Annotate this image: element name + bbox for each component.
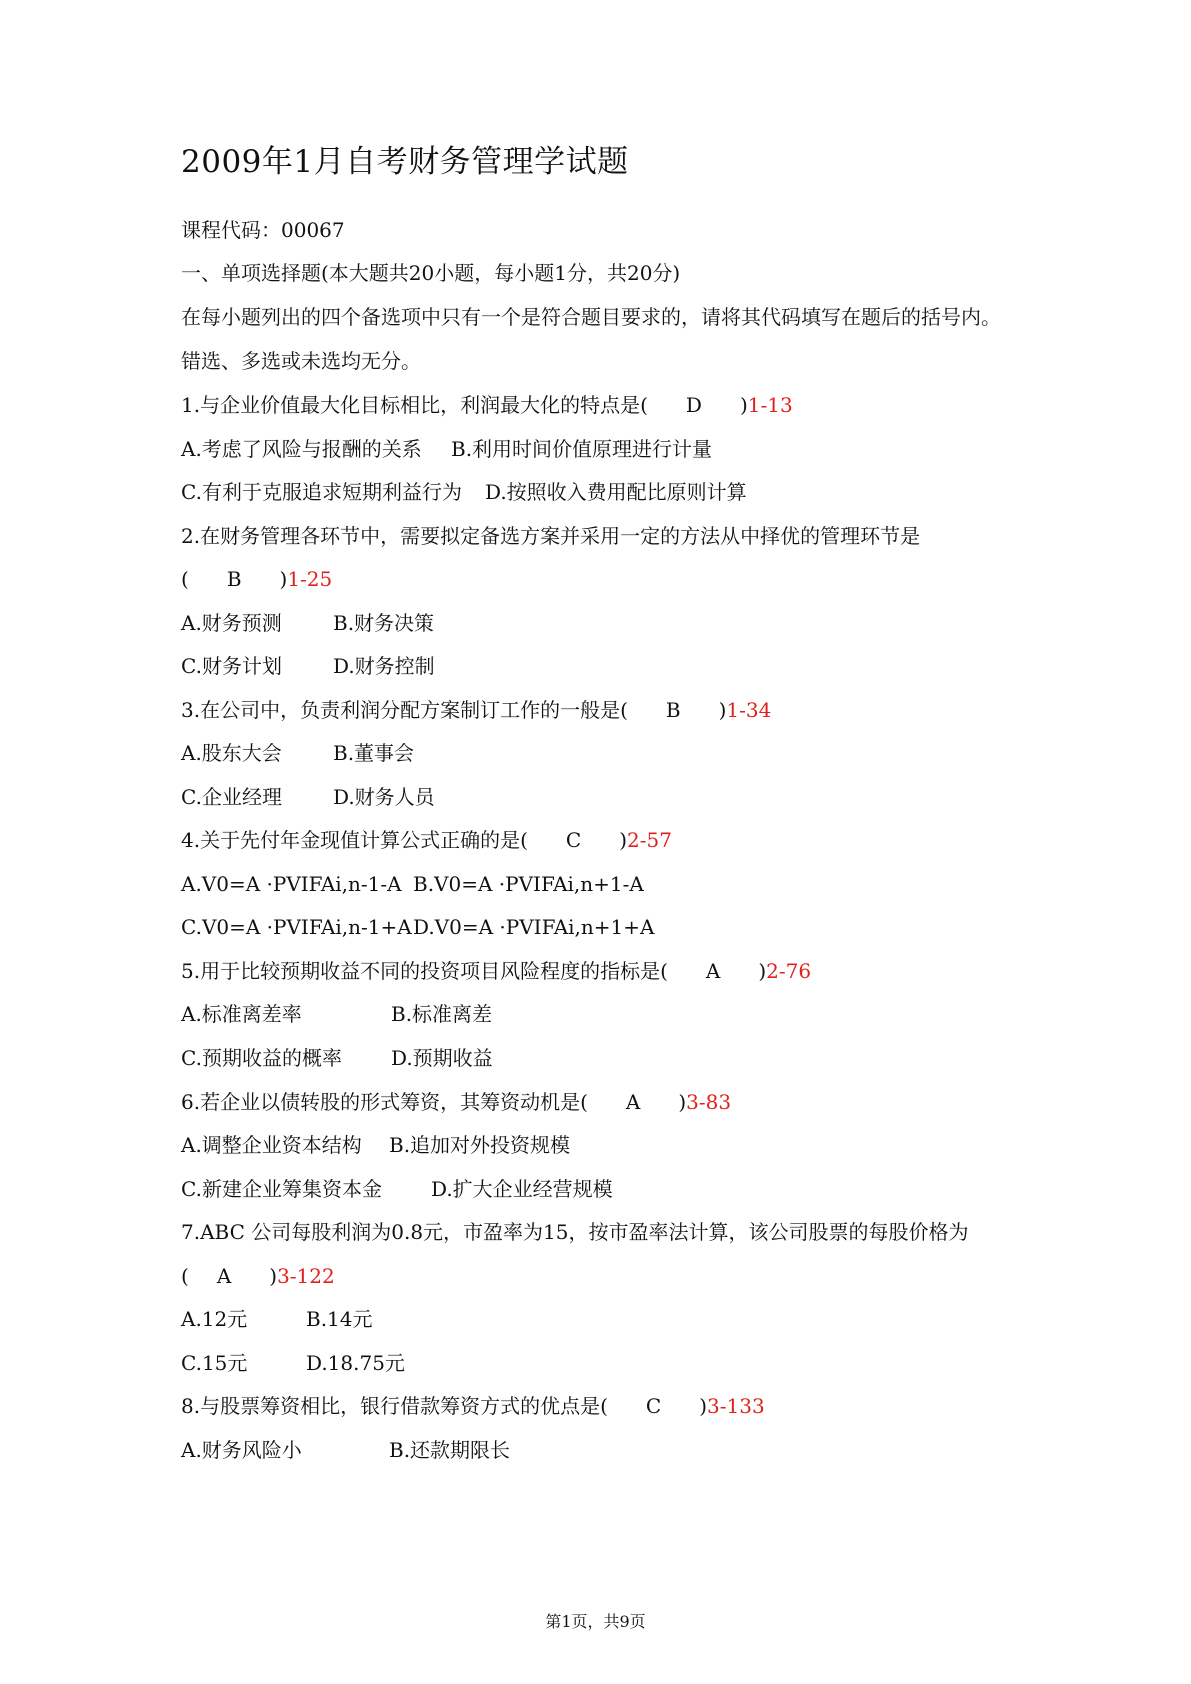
option-a: A.调整企业资本结构 xyxy=(181,1133,362,1157)
question-6-options-row-1 xyxy=(181,1131,570,1159)
question-close: ) xyxy=(678,1090,687,1114)
option-d: D.预期收益 xyxy=(391,1046,493,1070)
question-answer: C xyxy=(645,1394,662,1418)
question-1-options-row-1 xyxy=(181,435,712,463)
question-stem-text: 5.用于比较预期收益不同的投资项目风险程度的指标是( xyxy=(181,959,668,983)
option-c: C.财务计划 xyxy=(181,654,282,678)
option-a: A.12元 xyxy=(181,1307,248,1331)
instruction-line-1: 在每小题列出的四个备选项中只有一个是符合题目要求的，请将其代码填写在题后的括号内。 xyxy=(181,305,1001,329)
question-1-options-row-2 xyxy=(181,478,747,506)
question-2-options-row-2 xyxy=(181,652,435,680)
option-b: B.还款期限长 xyxy=(389,1438,511,1462)
question-5-stem xyxy=(181,957,811,985)
question-reference: 1-25 xyxy=(287,567,333,591)
question-4-options-row-2 xyxy=(181,913,654,941)
question-reference: 3-122 xyxy=(277,1264,335,1288)
option-a: A.标准离差率 xyxy=(181,1002,302,1026)
question-1-stem xyxy=(181,391,793,419)
question-close: ) xyxy=(718,698,727,722)
page-footer: 第1页，共9页 xyxy=(545,1612,646,1631)
question-7-stem-cont xyxy=(181,1262,335,1290)
question-3-stem xyxy=(181,696,771,724)
question-3-options-row-1 xyxy=(181,739,414,767)
question-answer: D xyxy=(685,393,702,417)
option-d: D.财务人员 xyxy=(333,785,435,809)
question-stem-text: 6.若企业以债转股的形式筹资，其筹资动机是( xyxy=(181,1090,588,1114)
option-d: D.V0=A ·PVIFAi,n+1+A xyxy=(413,915,655,939)
question-6-stem xyxy=(181,1088,731,1116)
question-answer: B xyxy=(226,567,242,591)
question-answer: A xyxy=(705,959,721,983)
option-d: D.18.75元 xyxy=(306,1351,405,1375)
question-7-options-row-1 xyxy=(181,1305,373,1333)
option-d: D.财务控制 xyxy=(333,654,435,678)
instruction-line-2: 错选、多选或未选均无分。 xyxy=(181,349,421,373)
option-a: A.考虑了风险与报酬的关系 xyxy=(181,437,422,461)
question-2-stem-cont xyxy=(181,565,332,593)
question-open: ( xyxy=(181,567,189,591)
question-stem-text: 8.与股票筹资相比，银行借款筹资方式的优点是( xyxy=(181,1394,608,1418)
question-close: ) xyxy=(279,567,288,591)
question-close: ) xyxy=(269,1264,278,1288)
question-5-options-row-2 xyxy=(181,1044,493,1072)
option-b: B.利用时间价值原理进行计量 xyxy=(451,437,713,461)
option-b: B.财务决策 xyxy=(333,611,435,635)
question-2-options-row-1 xyxy=(181,609,434,637)
question-4-stem xyxy=(181,826,672,854)
option-b: B.董事会 xyxy=(333,741,415,765)
question-reference: 2-57 xyxy=(627,828,672,852)
question-close: ) xyxy=(619,828,628,852)
option-a: A.股东大会 xyxy=(181,741,282,765)
question-3-options-row-2 xyxy=(181,783,435,811)
question-stem-text: 1.与企业价值最大化目标相比，利润最大化的特点是( xyxy=(181,393,648,417)
option-c: C.预期收益的概率 xyxy=(181,1046,342,1070)
option-b: B.V0=A ·PVIFAi,n+1-A xyxy=(413,872,644,896)
question-open: ( xyxy=(181,1264,189,1288)
question-reference: 3-83 xyxy=(686,1090,732,1114)
course-code: 课程代码：00067 xyxy=(181,218,345,242)
question-close: ) xyxy=(758,959,767,983)
option-d: D.按照收入费用配比原则计算 xyxy=(485,480,747,504)
question-stem-text: 4.关于先付年金现值计算公式正确的是( xyxy=(181,828,528,852)
option-d: D.扩大企业经营规模 xyxy=(431,1177,613,1201)
option-a: A.财务风险小 xyxy=(181,1438,302,1462)
question-8-stem xyxy=(181,1392,765,1420)
option-b: B.标准离差 xyxy=(391,1002,493,1026)
question-answer: C xyxy=(565,828,582,852)
question-reference: 3-133 xyxy=(707,1394,765,1418)
page-title: 2009年1月自考财务管理学试题 xyxy=(181,144,629,180)
question-answer: B xyxy=(665,698,681,722)
question-close: ) xyxy=(699,1394,708,1418)
question-5-options-row-1 xyxy=(181,1000,492,1028)
question-6-options-row-2 xyxy=(181,1175,613,1203)
option-a: A.V0=A ·PVIFAi,n-1-A xyxy=(181,872,402,896)
question-8-options-row-1 xyxy=(181,1436,510,1464)
question-close: ) xyxy=(739,393,748,417)
option-b: B.追加对外投资规模 xyxy=(389,1133,571,1157)
option-b: B.14元 xyxy=(306,1307,373,1331)
question-answer: A xyxy=(625,1090,641,1114)
question-stem-text: 3.在公司中，负责利润分配方案制订工作的一般是( xyxy=(181,698,628,722)
option-c: C.V0=A ·PVIFAi,n-1+A xyxy=(181,915,412,939)
section-heading: 一、单项选择题(本大题共20小题，每小题1分，共20分) xyxy=(181,261,681,285)
question-4-options-row-1 xyxy=(181,870,644,898)
option-c: C.新建企业筹集资本金 xyxy=(181,1177,382,1201)
question-answer: A xyxy=(216,1264,232,1288)
option-a: A.财务预测 xyxy=(181,611,282,635)
option-c: C.企业经理 xyxy=(181,785,282,809)
question-reference: 1-13 xyxy=(747,393,793,417)
question-2-stem: 2.在财务管理各环节中，需要拟定备选方案并采用一定的方法从中择优的管理环节是 xyxy=(181,524,921,548)
option-c: C.有利于克服追求短期利益行为 xyxy=(181,480,462,504)
question-reference: 2-76 xyxy=(766,959,812,983)
question-7-stem: 7.ABC 公司每股利润为0.8元，市盈率为15，按市盈率法计算，该公司股票的每股价格为 xyxy=(181,1220,969,1244)
question-7-options-row-2 xyxy=(181,1349,405,1377)
option-c: C.15元 xyxy=(181,1351,248,1375)
question-reference: 1-34 xyxy=(726,698,772,722)
